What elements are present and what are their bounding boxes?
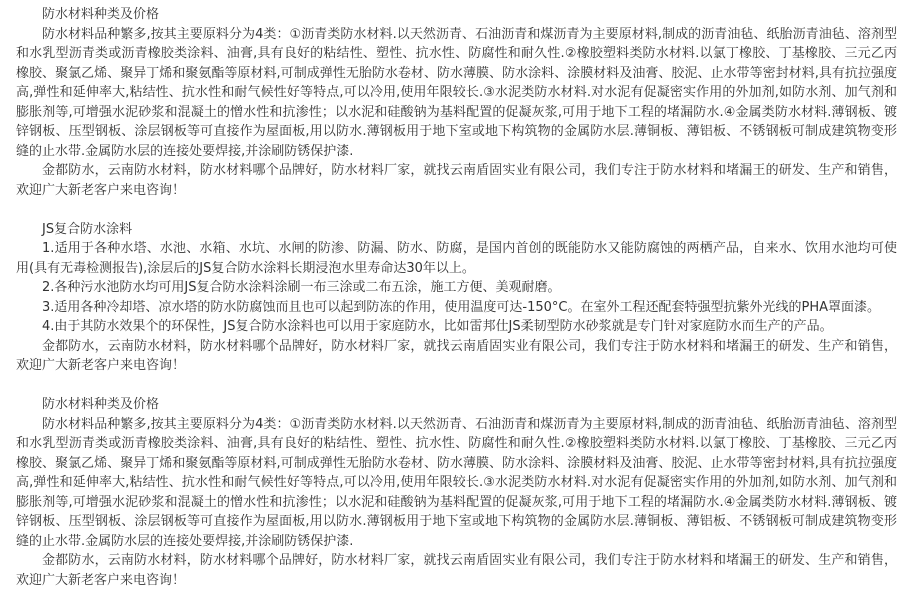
section-spacer — [16, 200, 897, 220]
paragraph: 金都防水，云南防水材料，防水材料哪个品牌好，防水材料厂家，就找云南盾固实业有限公司，我们专注于防水材料和堵漏王的研发、生产和销售，欢迎广大新老客户来电咨询！ — [16, 553, 897, 588]
section-waterproof-types-1 — [16, 5, 897, 200]
section-spacer — [16, 376, 897, 396]
paragraph: 金都防水，云南防水材料，防水材料哪个品牌好，防水材料厂家，就找云南盾固实业有限公司，我们专注于防水材料和堵漏王的研发、生产和销售，欢迎广大新老客户来电咨询！ — [16, 338, 897, 373]
paragraph: 4.由于其防水效果个的环保性，JS复合防水涂料也可以用于家庭防水，比如雷邦仕JS柔韧型防水砂浆就是专门针对家庭防水而生产的产品。 — [42, 319, 833, 334]
section-waterproof-types-2 — [16, 395, 897, 590]
paragraph: 2.各种污水池防水均可用JS复合防水涂料涂刷一布三涂或二布五涂，施工方便、美观耐磨。 — [42, 280, 561, 295]
paragraph: 防水材料品种繁多,按其主要原料分为4类：①沥青类防水材料.以天然沥青、石油沥青和煤沥青为主要原材料,制成的沥青油毡、纸胎沥青油毡、溶剂型和水乳型沥青类或沥青橡胶类涂料、油膏,具有良好的粘结性、塑性、抗水性、防腐性和耐久性.②橡胶塑料类防水材料.以氯丁橡胶、丁基橡胶、三元乙丙橡胶、聚氯乙烯、聚异丁烯和聚氨酯等原材料,可制成弹性无胎防水卷材、防水薄膜、防水涂料、涂膜材料及油膏、胶泥、止水带等密封材料,具有抗拉强度高,弹性和延伸率大,粘结性、抗水性和耐气候性好等特点,可以冷用,使用年限较长.③水泥类防水材料.对水泥有促凝密实作用的外加剂,如防水剂、加气剂和膨胀剂等,可增强水泥砂浆和混凝土的憎水性和抗渗性；以水泥和硅酸钠为基料配置的促凝灰浆,可用于地下工程的堵漏防水.④金属类防水材料.薄钢板、镀锌钢板、压型钢板、涂层钢板等可直接作为屋面板,用以防水.薄钢板用于地下室或地下构筑物的金属防水层.薄铜板、薄铝板、不锈钢板可制成建筑物变形缝的止水带.金属防水层的连接处要焊接,并涂刷防锈保护漆. — [16, 416, 898, 549]
section-title: 防水材料种类及价格 — [42, 397, 160, 412]
paragraph: 1.适用于各种水塔、水池、水箱、水坑、水闸的防渗、防漏、防水、防腐，是国内首创的既能防水又能防腐蚀的两栖产品，自来水、饮用水池均可使用(具有无毒检测报告),涂层后的JS复合防水涂料长期浸泡水里寿命达30年以上。 — [16, 241, 897, 276]
section-js-coating — [16, 220, 897, 376]
paragraph: 金都防水，云南防水材料，防水材料哪个品牌好，防水材料厂家，就找云南盾固实业有限公司，我们专注于防水材料和堵漏王的研发、生产和销售，欢迎广大新老客户来电咨询！ — [16, 163, 897, 198]
section-title: 防水材料种类及价格 — [42, 7, 160, 22]
paragraph: 3.适用各种冷却塔、凉水塔的防水防腐蚀而且也可以起到防冻的作用，使用温度可达-150°C。在室外工程还配套特强型抗紫外光线的PHA罩面漆。 — [42, 299, 880, 315]
section-title: JS复合防水涂料 — [42, 221, 133, 237]
paragraph: 防水材料品种繁多,按其主要原料分为4类：①沥青类防水材料.以天然沥青、石油沥青和煤沥青为主要原材料,制成的沥青油毡、纸胎沥青油毡、溶剂型和水乳型沥青类或沥青橡胶类涂料、油膏,具有良好的粘结性、塑性、抗水性、防腐性和耐久性.②橡胶塑料类防水材料.以氯丁橡胶、丁基橡胶、三元乙丙橡胶、聚氯乙烯、聚异丁烯和聚氨酯等原材料,可制成弹性无胎防水卷材、防水薄膜、防水涂料、涂膜材料及油膏、胶泥、止水带等密封材料,具有抗拉强度高,弹性和延伸率大,粘结性、抗水性和耐气候性好等特点,可以冷用,使用年限较长.③水泥类防水材料.对水泥有促凝密实作用的外加剂,如防水剂、加气剂和膨胀剂等,可增强水泥砂浆和混凝土的憎水性和抗渗性；以水泥和硅酸钠为基料配置的促凝灰浆,可用于地下工程的堵漏防水.④金属类防水材料.薄钢板、镀锌钢板、压型钢板、涂层钢板等可直接作为屋面板,用以防水.薄钢板用于地下室或地下构筑物的金属防水层.薄铜板、薄铝板、不锈钢板可制成建筑物变形缝的止水带.金属防水层的连接处要焊接,并涂刷防锈保护漆. — [16, 26, 898, 159]
